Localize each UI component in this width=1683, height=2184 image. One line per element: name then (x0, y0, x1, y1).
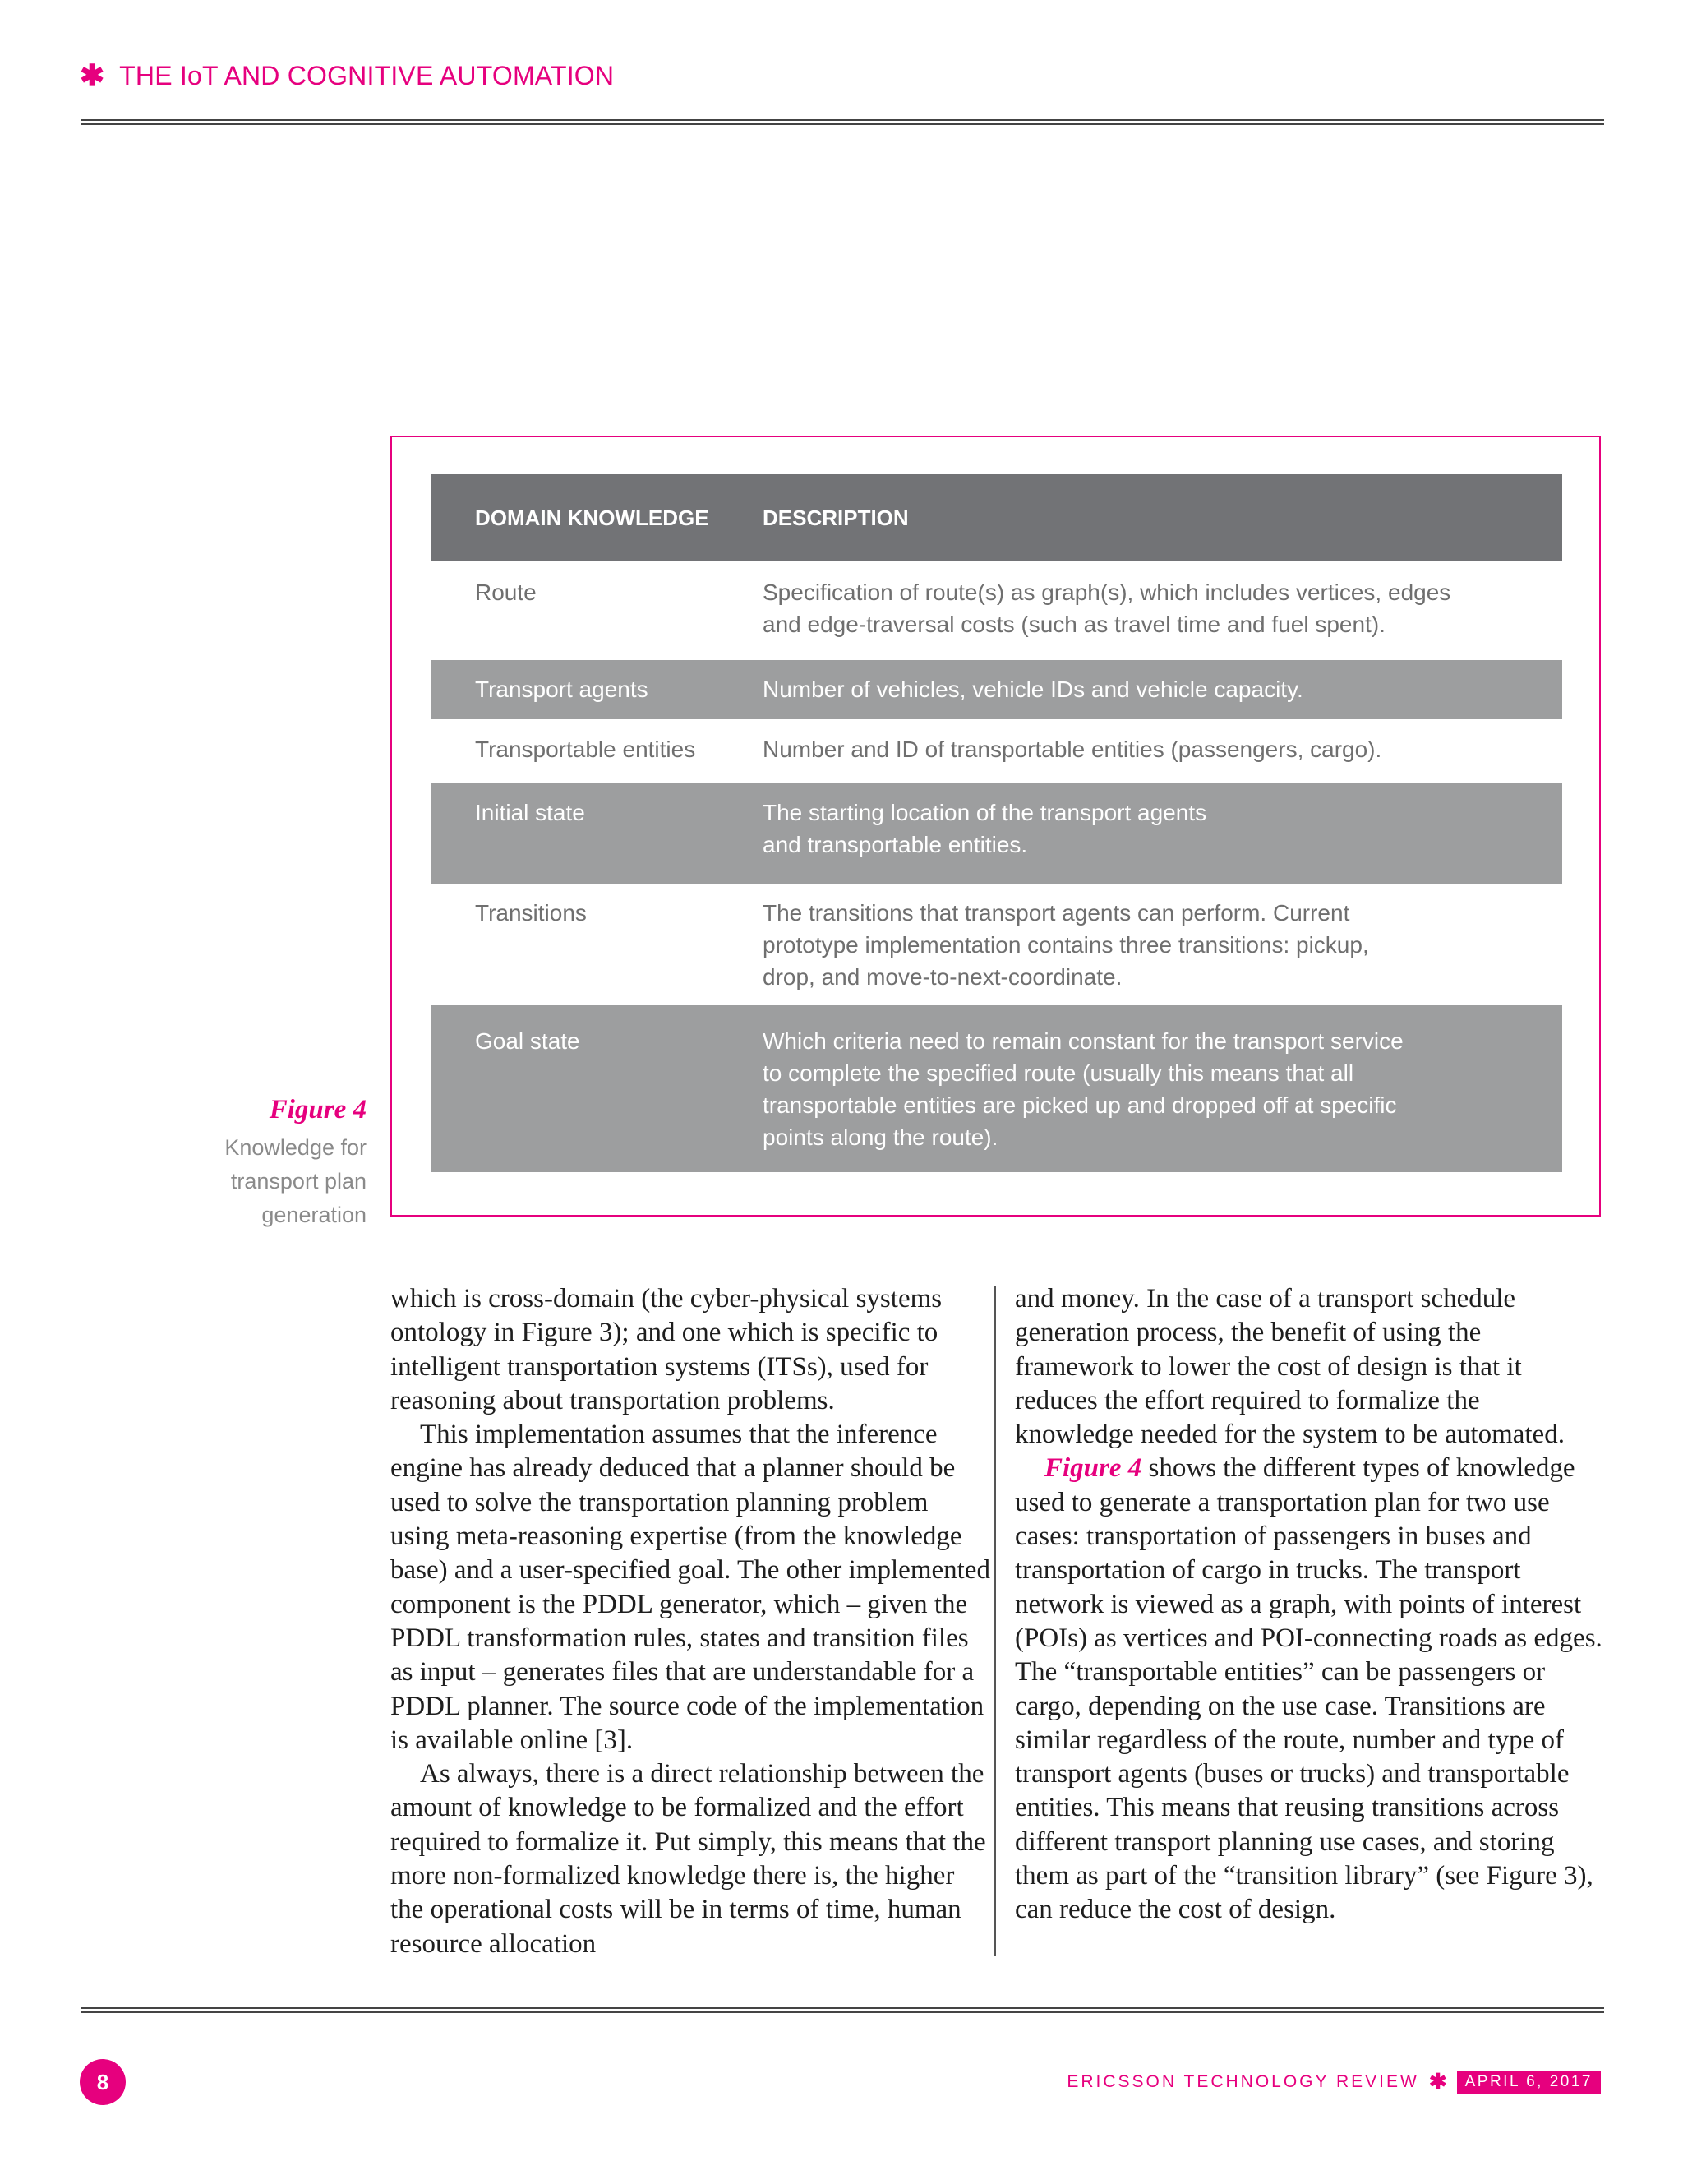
description-cell (763, 733, 1562, 783)
body-paragraph: This implementation assumes that the inference engine has already deduced that a planner should be used to solve the transportation planning problem using meta-reasoning expertise (from the knowledge base) and a user-specified goal. The other implemented component is the PDDL generator, which – given the PDDL transformation rules, states and transition files as input – generates files that are understandable for a PDDL planner. The source code of the implementation is available online [3]. (390, 1420, 990, 1755)
knowledge-cell: Transportable entities (475, 736, 696, 762)
table-row (431, 1005, 1562, 1172)
description-line: The starting location of the transport agents (763, 800, 1207, 825)
figure-caption-line: Knowledge for (224, 1135, 367, 1160)
page-header (80, 58, 614, 94)
figure-box (390, 436, 1601, 1217)
description-line: and transportable entities. (763, 832, 1028, 857)
table-row (431, 660, 1562, 719)
description-line: The transitions that transport agents can perform. Current (763, 900, 1350, 926)
asterisk-icon: ✱ (1428, 2069, 1447, 2094)
body-column-left (390, 1282, 990, 1961)
column-header-domain-knowledge: DOMAIN KNOWLEDGE (475, 505, 709, 530)
body-paragraph: As always, there is a direct relationship between the amount of knowledge to be formalized and the effort required to formalize it. Put simply, this means that the more non-formalized knowledge there is, the higher the operational costs will be in terms of time, human resource allocation (390, 1759, 986, 1959)
column-header-description: DESCRIPTION (763, 505, 909, 530)
table-row (431, 783, 1562, 884)
description-line: to complete the specified route (usually this means that all (763, 1060, 1354, 1086)
knowledge-cell: Transport agents (475, 676, 648, 702)
body-paragraph-text: shows the different types of knowledge used to generate a transportation plan for two use cases: transportation of passengers in buses and transportation of cargo in trucks. The transport network is viewed as a graph, with points of interest (POIs) as vertices and POI-connecting roads as edges. The “transportable entities” can be passengers or cargo, depending on the use case. Transitions are similar regardless of the route, number and type of transport agents (buses or trucks) and transportable entities. This means that reusing transitions across different transport planning use cases, and storing them as part of the “transition library” (see Figure 3), can reduce the cost of design. (1015, 1453, 1602, 1925)
description-line: prototype implementation contains three transitions: pickup, (763, 932, 1369, 958)
figure-label: Figure 4 (269, 1095, 367, 1124)
page-footer (1067, 2069, 1601, 2094)
figure-caption (123, 1092, 367, 1232)
body-column-right (1015, 1282, 1602, 1928)
description-cell (763, 673, 1562, 719)
description-line: transportable entities are picked up and dropped off at specific (763, 1092, 1397, 1118)
header-divider (81, 119, 1604, 125)
knowledge-cell: Route (475, 579, 537, 605)
description-line: and edge-traversal costs (such as travel time and fuel spent). (763, 612, 1386, 637)
page-number-badge: 8 (80, 2059, 126, 2105)
body-paragraph: and money. In the case of a transport schedule generation process, the benefit of using the framework to lower the cost of design is that it reduces the effort required to formalize the knowledge needed for the system to be automated. (1015, 1284, 1565, 1450)
knowledge-cell: Initial state (475, 800, 585, 825)
figure-caption-line: transport plan (230, 1169, 367, 1194)
description-line: Which criteria need to remain constant for the transport service (763, 1028, 1404, 1054)
figure-reference-link[interactable]: Figure 4 (1044, 1453, 1142, 1484)
table-row (431, 719, 1562, 783)
table-row (431, 561, 1562, 660)
table-row (431, 884, 1562, 1005)
issue-date-badge: APRIL 6, 2017 (1457, 2071, 1601, 2094)
column-divider (994, 1286, 996, 1956)
description-cell (763, 1025, 1562, 1172)
knowledge-cell: Transitions (475, 900, 587, 926)
description-cell (763, 576, 1562, 660)
description-line: Number of vehicles, vehicle IDs and vehicle capacity. (763, 676, 1303, 702)
footer-divider (81, 2007, 1604, 2013)
knowledge-table (431, 474, 1562, 1172)
description-line: Specification of route(s) as graph(s), which includes vertices, edges (763, 579, 1451, 605)
description-cell (763, 897, 1562, 1005)
publication-name: ERICSSON TECHNOLOGY REVIEW (1067, 2071, 1419, 2091)
description-cell (763, 796, 1562, 884)
description-line: Number and ID of transportable entities (passengers, cargo). (763, 736, 1382, 762)
description-line: drop, and move-to-next-coordinate. (763, 964, 1123, 990)
body-paragraph: which is cross-domain (the cyber-physical systems ontology in Figure 3); and one which is specific to intelligent transportation systems (ITSs), used for reasoning about transportation problems. (390, 1284, 943, 1415)
body-paragraph (1015, 1452, 1602, 1927)
figure-caption-line: generation (261, 1203, 367, 1227)
description-line: points along the route). (763, 1124, 998, 1150)
table-header-row (431, 474, 1562, 561)
knowledge-cell: Goal state (475, 1028, 580, 1054)
asterisk-icon: ✱ (80, 58, 105, 92)
section-title: THE IoT AND COGNITIVE AUTOMATION (119, 60, 615, 90)
